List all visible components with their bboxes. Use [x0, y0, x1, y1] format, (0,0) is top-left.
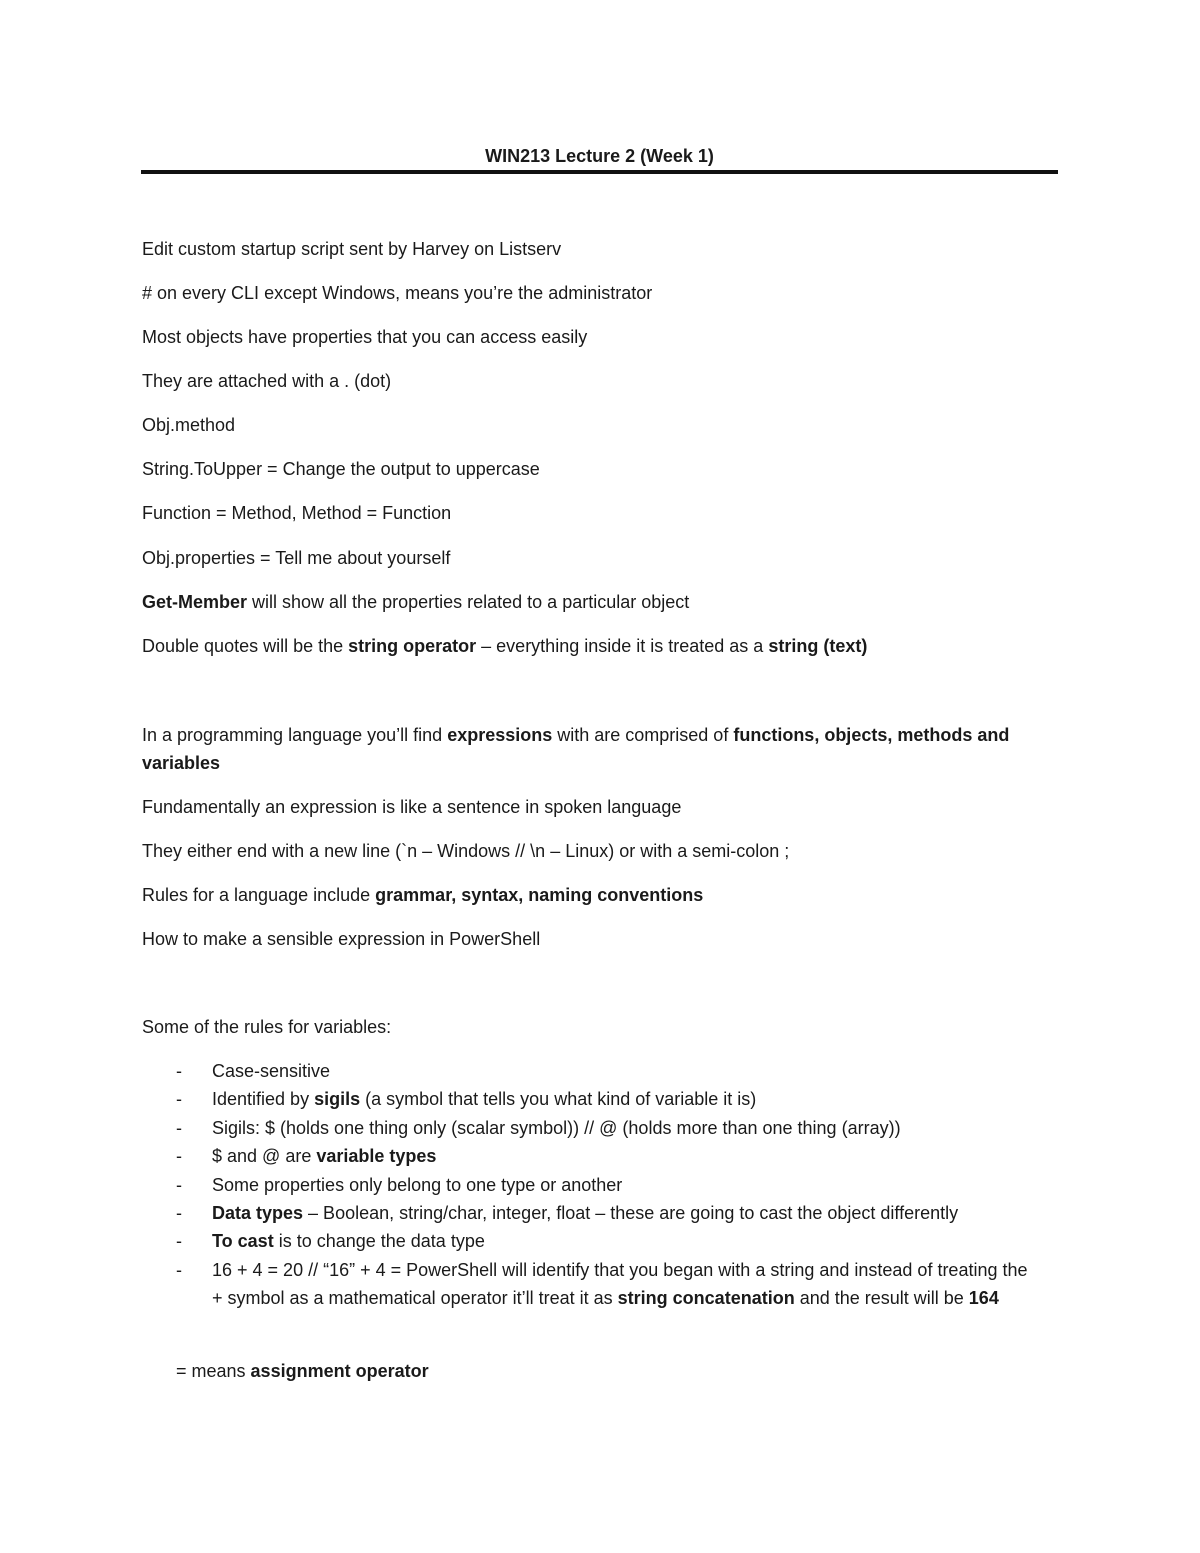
note-line-10	[142, 632, 867, 660]
variables-heading: Some of the rules for variables:	[142, 1017, 392, 1037]
dash-bullet: -	[176, 1061, 182, 1081]
list-item	[142, 1227, 1042, 1255]
note-line-5: Obj.method	[142, 415, 236, 435]
dash-bullet: -	[176, 1259, 182, 1280]
note-line-9	[142, 588, 689, 616]
expression-line-3: They either end with a new line (`n – Windows // \n – Linux) or with a semi-colon ;	[142, 841, 790, 861]
dash-bullet: -	[176, 1231, 182, 1252]
note-line-1: Edit custom startup script sent by Harvey on Listserv	[142, 239, 562, 259]
note-line-2: # on every CLI except Windows, means you’re the administrator	[142, 283, 653, 303]
list-item-text: Sigils: $ (holds one thing only (scalar symbol)) // @ (holds more than one thing (array))	[212, 1117, 901, 1138]
note-line-4: They are attached with a . (dot)	[142, 371, 392, 391]
list-item-text-b: (a symbol that tells you what kind of variable it is)	[360, 1089, 757, 1110]
get-member-term: Get-Member	[142, 592, 248, 612]
dash-bullet: -	[176, 1146, 182, 1167]
list-item	[142, 1199, 1042, 1227]
expressions-term: expressions	[447, 725, 553, 745]
list-item-text: Case-sensitive	[212, 1061, 331, 1081]
note-line-6: String.ToUpper = Change the output to uppercase	[142, 459, 540, 479]
note-line-7: Function = Method, Method = Function	[142, 503, 452, 523]
variable-rules-list	[142, 1057, 1042, 1313]
expression-line-4	[142, 881, 703, 909]
assignment-text: = means	[176, 1361, 251, 1381]
list-item	[142, 1114, 1042, 1142]
title-underline	[141, 170, 1058, 174]
expression-line-5: How to make a sensible expression in PowerShell	[142, 929, 541, 949]
string-operator-term: string operator	[348, 636, 477, 656]
assignment-operator-line	[176, 1357, 429, 1385]
list-item-text: Some properties only belong to one type or another	[212, 1174, 623, 1195]
string-text-term: string (text)	[768, 636, 868, 656]
list-item	[142, 1171, 1042, 1199]
dash-bullet: -	[176, 1203, 182, 1224]
list-item	[142, 1142, 1042, 1170]
note-line-10-text-b: – everything inside it is treated as a	[476, 636, 769, 656]
list-item-text: $ and @ are	[212, 1146, 317, 1167]
expression-line-2: Fundamentally an expression is like a sentence in spoken language	[142, 797, 682, 817]
expressions-text-a: In a programming language you’ll find	[142, 725, 448, 745]
list-item	[142, 1256, 1042, 1313]
language-rules-term: grammar, syntax, naming conventions	[375, 885, 704, 905]
list-item-text: – Boolean, string/char, integer, float – these are going to cast the object differently	[303, 1203, 959, 1224]
list-item-text-b: and the result will be	[794, 1288, 969, 1309]
list-item	[142, 1057, 1042, 1085]
string-concatenation-term: string concatenation	[617, 1288, 795, 1309]
expression-line-4-text: Rules for a language include	[142, 885, 376, 905]
note-line-3: Most objects have properties that you can access easily	[142, 327, 588, 347]
sigils-term: sigils	[314, 1089, 361, 1110]
list-item-text: is to change the data type	[273, 1231, 485, 1252]
expression-components-term: functions, objects, methods and variables	[142, 725, 1010, 773]
document-title: WIN213 Lecture 2 (Week 1)	[485, 146, 714, 166]
to-cast-term: To cast	[212, 1231, 274, 1252]
dash-bullet: -	[176, 1117, 182, 1138]
list-item-text-a: Identified by	[212, 1089, 315, 1110]
data-types-term: Data types	[212, 1203, 304, 1224]
note-line-10-text-a: Double quotes will be the	[142, 636, 349, 656]
expressions-paragraph	[142, 721, 1042, 777]
list-item	[142, 1085, 1042, 1113]
list-item-text-a: 16 + 4 = 20 // “16” + 4 = PowerShell will identify that you began with a string and instead of treating the + symbol as a mathematical operator it’ll treat it as	[212, 1259, 1028, 1309]
result-value: 164	[968, 1288, 999, 1309]
expressions-text-b: with are comprised of	[552, 725, 734, 745]
note-line-8: Obj.properties = Tell me about yourself	[142, 548, 451, 568]
assignment-operator-term: assignment operator	[250, 1361, 429, 1381]
dash-bullet: -	[176, 1174, 182, 1195]
note-line-9-text: will show all the properties related to a particular object	[247, 592, 690, 612]
dash-bullet: -	[176, 1089, 182, 1110]
variable-types-term: variable types	[316, 1146, 437, 1167]
